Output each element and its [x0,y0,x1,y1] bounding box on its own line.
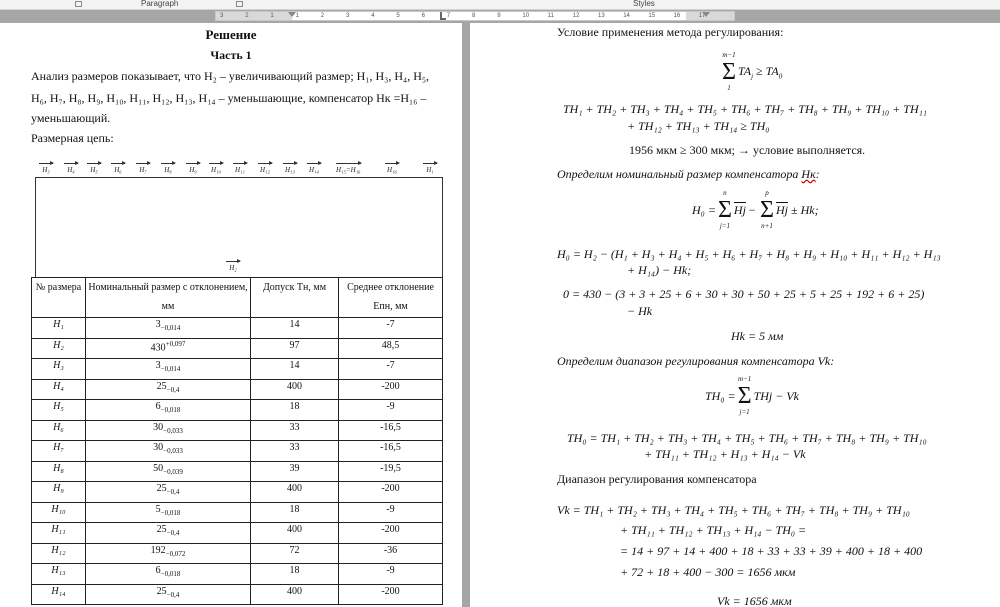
ruler-number: 4 [371,13,375,19]
vk-line-3: = 14 + 97 + 14 + 400 + 18 + 33 + 33 + 39 + 400 + 18 + 400 [620,544,923,558]
ruler-number: 2 [320,13,325,19]
cell-nominal: $6_{-0,018}$ [86,564,251,585]
h0-numeric-line-2: − Hk [627,304,653,318]
h0-line-1: H₀ = H₂ − (H₁ + H₃ + H₄ + H₅ + H₆ + H₇ + H₈ + H₉ + H₁₀ + H₁₁ + H₁₂ + H₁₃ [557,247,941,261]
dimensions-table [31,277,443,605]
cell-mean-deviation: -200 [339,523,443,544]
cell-mean-deviation: -200 [339,379,443,400]
h0-sum-operator-2: p Σ n+1 [760,189,774,230]
page-right [470,23,1000,607]
cell-tolerance: 18 [251,400,339,421]
cell-mean-deviation: -16,5 [339,441,443,462]
cell-nominal: $6_{-0,018}$ [86,400,251,421]
ribbon-group-paragraph: Paragraph [141,0,179,8]
header-nominal: Номинальный размер с отклонением, мм [86,278,251,318]
page-left [0,23,462,607]
cell-tolerance: 18 [251,564,339,585]
header-number: № размера [32,278,86,318]
ruler-number: 12 [572,13,580,19]
range-heading: Определим диапазон регулирования компенсатора Vk: [557,354,835,368]
table-header-row [32,278,443,318]
cell-tolerance: 39 [251,461,339,482]
cell-dimension-name: H₁₄ [32,584,86,605]
cell-nominal: $192_{-0,072}$ [86,543,251,564]
chain-mark: H₃ [39,163,53,174]
cell-mean-deviation: -9 [339,400,443,421]
chain-mark: H₇ [136,163,150,174]
chain-mark: H₆ [111,163,125,174]
sum-expansion-line-2: + TH₁₂ + TH₁₃ + TH₁₄ ≥ TH₀ [627,119,770,133]
sum-expansion-line-1: TH₁ + TH₂ + TH₃ + TH₄ + TH₅ + TH₆ + TH₇ + TH₈ + TH₉ + TH₁₀ + TH₁₁ [563,102,927,116]
cell-tolerance: 33 [251,441,339,462]
first-line-indent-marker[interactable] [288,12,296,17]
cell-mean-deviation: -19,5 [339,461,443,482]
chain-right-edge [442,177,443,277]
clipboard-launcher-icon[interactable] [75,1,82,7]
ruler-right-margin [686,12,735,20]
table-row [32,338,443,359]
tab-stop-marker[interactable] [440,12,446,20]
cell-mean-deviation: -9 [339,564,443,585]
cell-dimension-name: H₅ [32,400,86,421]
cell-dimension-name: H₁₀ [32,502,86,523]
h0-sum-operator-1: n Σ j=1 [717,189,732,230]
analysis-line-1: Анализ размеров показывает, что H₂ – увеличивающий размер; H₁, H₃, H₄, H₅, [31,69,430,83]
vk-line-4: + 72 + 18 + 400 − 300 = 1656 мкм [620,565,796,579]
cell-mean-deviation: -200 [339,584,443,605]
ruler-number: 8 [472,13,476,19]
cell-nominal: $30_{-0,033}$ [86,420,251,441]
chain-mark-h2: H₂ [226,261,240,272]
th0-line-2: + TH₁₁ + TH₁₂ + H₁₃ + H₁₄ − Vk [644,447,806,461]
cell-tolerance: 400 [251,584,339,605]
analysis-line-3: уменьшающий. [31,111,111,125]
table-row [32,400,443,421]
ruler-number: 15 [648,13,656,19]
ruler-number: 3 [346,13,350,19]
cell-tolerance: 18 [251,502,339,523]
cell-dimension-name: H₁ [32,318,86,339]
cell-nominal: $430^{+0,097}$ [86,338,251,359]
chain-mark: H₁ [423,163,437,174]
chain-label: Размерная цепь: [31,131,114,145]
cell-tolerance: 97 [251,338,339,359]
ruler-number: 9 [497,13,501,19]
h0-line-2: + H₁₄) − Hk; [627,263,692,277]
right-indent-marker[interactable] [702,12,710,17]
chain-mark: H₅ [87,163,101,174]
ruler-number: 10 [522,13,530,19]
range-label: Диапазон регулирования компенсатора [557,472,757,486]
table-row [32,502,443,523]
paragraph-launcher-icon[interactable] [236,1,243,7]
cell-mean-deviation: -9 [339,502,443,523]
table-row [32,584,443,605]
th0-sum-formula: TH₀ = m−1 Σ j=1 THj − Vk [705,375,800,416]
chain-mark: H₁₆ [385,163,399,174]
ruler-number: 5 [396,13,400,19]
table-row [32,564,443,585]
ruler-number: 6 [421,13,425,19]
chain-mark: H₉ [186,163,200,174]
horizontal-ruler[interactable] [215,11,735,21]
table-row [32,441,443,462]
analysis-line-2: H₆, H₇, H₈, H₉, H₁₀, H₁₁, H₁₂, H₁₃, H₁₄ – уменьшающие, компенсатор Hк =H₁₆ – [31,91,427,105]
cell-tolerance: 400 [251,379,339,400]
ruler-number: 1 [295,13,299,19]
cell-mean-deviation: -16,5 [339,420,443,441]
cell-dimension-name: H₁₂ [32,543,86,564]
chain-mark: H₁₃ [283,163,297,174]
ruler-left-margin [216,12,292,20]
ribbon-strip [0,0,1000,10]
cell-dimension-name: H₄ [32,379,86,400]
header-tolerance: Допуск Tн, мм [251,278,339,318]
cell-tolerance: 72 [251,543,339,564]
chain-mark: H₄ [64,163,78,174]
cell-dimension-name: H₂ [32,338,86,359]
ruler-number: 14 [623,13,630,19]
table-row [32,420,443,441]
cell-nominal: $30_{-0,033}$ [86,441,251,462]
dimension-chain-diagram [31,163,451,278]
th0-sum-operator: m−1 Σ j=1 [737,375,752,416]
cell-nominal: $25_{-0,4}$ [86,482,251,503]
chain-mark: H₁₁ [233,163,247,174]
cell-mean-deviation: -7 [339,359,443,380]
ruler-number: 2 [245,13,249,19]
chain-mark: H₈ [161,163,175,174]
table-row [32,543,443,564]
header-mean-deviation: Среднее отклонение Eпн, мм [339,278,443,318]
table-row [32,318,443,339]
ruler-number: 16 [673,13,681,19]
ruler-number: 1 [270,13,274,19]
cell-nominal: $50_{-0,039}$ [86,461,251,482]
condition-heading: Условие применения метода регулирования: [557,25,784,39]
cell-mean-deviation: -7 [339,318,443,339]
h0-numeric-line-1: 0 = 430 − (3 + 3 + 25 + 6 + 30 + 30 + 50 + 25 + 5 + 25 + 192 + 6 + 25) [563,287,925,301]
cell-nominal: $25_{-0,4}$ [86,584,251,605]
ribbon-group-styles: Styles [633,0,655,8]
cell-nominal: $25_{-0,4}$ [86,379,251,400]
cell-tolerance: 400 [251,482,339,503]
chain-top-line [35,177,443,178]
cell-nominal: $25_{-0,4}$ [86,523,251,544]
cell-dimension-name: H₃ [32,359,86,380]
cell-tolerance: 14 [251,359,339,380]
ruler-number: 3 [220,13,224,19]
cell-nominal: $5_{-0,018}$ [86,502,251,523]
cell-dimension-name: H₁₁ [32,523,86,544]
vk-final: Vk = 1656 мкм [717,594,792,607]
condition-sum-formula [720,51,782,93]
cell-mean-deviation: -36 [339,543,443,564]
condition-result: 1956 мкм ≥ 300 мкм; → условие выполняется. [629,143,866,157]
cell-nominal: $3_{-0,014}$ [86,359,251,380]
vk-line-2: + TH₁₁ + TH₁₂ + TH₁₃ + H₁₄ − TH₀ = [620,523,807,537]
cell-tolerance: 14 [251,318,339,339]
cell-tolerance: 400 [251,523,339,544]
cell-dimension-name: H₁₃ [32,564,86,585]
table-row [32,359,443,380]
ruler-number: 11 [547,13,554,19]
h0-sum-formula: H₀ = n Σ j=1 $\overline{Hj}$ − p Σ n+1 $\overline{Hj}$ ± Hk; [692,189,819,230]
table-row [32,379,443,400]
table-row [32,523,443,544]
part-title: Часть 1 [210,48,252,62]
sum-body: $TA_j \ge TA_0$ [737,63,783,81]
cell-mean-deviation: 48,5 [339,338,443,359]
chain-left-edge [35,177,36,277]
ruler-number: 17 [698,13,706,19]
table-row [32,482,443,503]
cell-dimension-name: H₈ [32,461,86,482]
cell-mean-deviation: -200 [339,482,443,503]
cell-dimension-name: H₇ [32,441,86,462]
chain-mark: H₁₂ [258,163,272,174]
cell-dimension-name: H₆ [32,420,86,441]
cell-tolerance: 33 [251,420,339,441]
cell-nominal: $3_{-0,014}$ [86,318,251,339]
th0-line-1: TH₀ = TH₁ + TH₂ + TH₃ + TH₄ + TH₅ + TH₆ + TH₇ + TH₈ + TH₉ + TH₁₀ [567,431,927,445]
chain-mark: H₁₄ [307,163,321,174]
chain-mark: H₁₅=H₁₆ [336,163,361,174]
nominal-heading: Определим номинальный размер компенсатора Hк: [557,167,820,181]
ruler-number: 7 [446,13,451,19]
vk-line-1: Vk = TH₁ + TH₂ + TH₃ + TH₄ + TH₅ + TH₆ + TH₇ + TH₈ + TH₉ + TH₁₀ [557,503,910,517]
hk-result: Hk = 5 мм [731,329,784,343]
sum-operator: m−1 Σ 1 [722,51,736,92]
chain-mark: H₁₀ [209,163,223,174]
solution-title: Решение [205,27,257,42]
cell-dimension-name: H₉ [32,482,86,503]
ruler-number: 13 [598,13,605,19]
table-row [32,461,443,482]
